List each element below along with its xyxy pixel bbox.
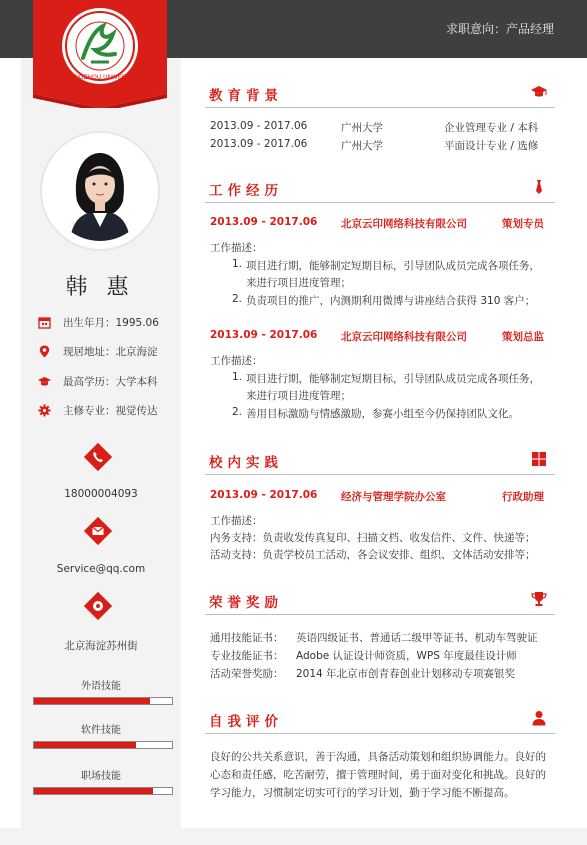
section-title-work: 工作经历: [209, 183, 283, 199]
job-item-line: 项目进行期，能够制定短期目标，引导团队成员完成各项任务，: [246, 373, 540, 385]
job-item-line: 项目进行期，能够制定短期目标，引导团队成员完成各项任务，: [246, 260, 540, 272]
list-number: 2.: [232, 293, 243, 305]
birth-row: [38, 314, 159, 330]
section-title-education: 教育背景: [209, 88, 283, 104]
section-divider: [205, 107, 555, 108]
map-pin-icon: [84, 592, 112, 620]
job-period: 2013.09 - 2017.06: [210, 216, 318, 228]
campus-line: 活动支持：负责学校员工活动，各会议安排、组织、文体活动安排等；: [210, 549, 536, 561]
job-intent: 求职意向：产品经理: [445, 22, 554, 36]
birth-text: 出生年月：1995.06: [63, 316, 159, 329]
edu-major: 企业管理专业 / 本科: [444, 122, 539, 134]
skill-fill-workplace: [34, 788, 153, 794]
campus-line: 内务支持：负责收发传真复印、扫描文档、收发信件、文件、快递等；: [210, 532, 536, 544]
address-row: [38, 343, 158, 359]
location-pin-icon: [38, 345, 51, 358]
profile-photo: [40, 131, 160, 251]
degree-row: [38, 373, 158, 389]
honor-value: Adobe 认证设计师资质，WPS 年度最佳设计师: [296, 650, 517, 662]
section-divider: [205, 733, 555, 734]
skill-bar-workplace: [33, 787, 173, 795]
email-address[interactable]: Service@qq.com: [56, 563, 146, 575]
degree-text: 最高学历：大学本科: [63, 375, 158, 388]
list-number: 1.: [232, 258, 243, 270]
job-role: 策划专员: [502, 218, 544, 230]
self-eval-line: 学习能力，习惯制定切实可行的学习计划，勤于学习能不断提高。: [210, 787, 515, 799]
skill-bar-software: [33, 741, 173, 749]
campus-role: 行政助理: [502, 491, 544, 503]
edu-school: 广州大学: [341, 122, 383, 134]
honor-label: 专业技能证书：: [210, 650, 284, 662]
edu-period: 2013.09 - 2017.06: [210, 120, 308, 132]
section-title-campus: 校内实践: [209, 455, 283, 471]
campus-desc-label: 工作描述：: [210, 515, 263, 527]
skill-label-language: 外语技能: [81, 681, 121, 692]
necktie-icon: [531, 179, 547, 195]
skill-label-software: 软件技能: [81, 725, 121, 736]
list-number: 2.: [232, 406, 243, 418]
job-item-line: 负责项目的推广，内测期利用微博与讲座结合获得 310 客户；: [246, 295, 536, 307]
job-item-line: 来进行项目进度管理；: [246, 277, 351, 289]
edu-major: 平面设计专业 / 选修: [444, 140, 539, 152]
bottom-strip: [0, 828, 587, 845]
section-title-honors: 荣誉奖励: [209, 595, 283, 611]
logo-text: GUANGZHOU UNIVERSITY: [61, 74, 139, 81]
university-logo-ribbon: [33, 0, 167, 108]
job-desc-label: 工作描述：: [210, 242, 263, 254]
self-eval-line: 心态和责任感，吃苦耐劳，擅于管理时间，勇于面对变化和挑战。良好的: [210, 769, 546, 781]
address-text: 现居地址：北京海淀: [63, 345, 158, 358]
portrait-photo-icon: [50, 141, 150, 241]
location-text: 北京海淀苏州街: [64, 640, 138, 652]
skill-fill-language: [34, 698, 150, 704]
major-row: [38, 402, 158, 418]
honor-label: 活动荣誉奖励：: [210, 668, 284, 680]
calendar-icon: [38, 316, 51, 329]
major-text: 主修专业：视觉传达: [63, 404, 158, 417]
edu-school: 广州大学: [341, 140, 383, 152]
skill-bar-language: [33, 697, 173, 705]
email-icon: [84, 517, 112, 545]
section-divider: [205, 614, 555, 615]
section-title-self-eval: 自我评价: [209, 714, 283, 730]
list-number: 1.: [232, 371, 243, 383]
phone-icon: [84, 443, 112, 471]
job-desc-label: 工作描述：: [210, 355, 263, 367]
self-eval-line: 良好的公共关系意识，善于沟通，具备活动策划和组织协调能力。良好的: [210, 751, 546, 763]
honor-value: 英语四级证书、普通话二级甲等证书、机动车驾驶证: [296, 632, 538, 644]
trophy-icon: [531, 591, 547, 607]
job-role: 策划总监: [502, 331, 544, 343]
skill-label-workplace: 职场技能: [81, 771, 121, 782]
job-item-line: 善用目标激励与情感激励，参赛小组至今仍保持团队文化。: [246, 408, 519, 420]
campus-org: 经济与管理学院办公室: [341, 491, 446, 503]
job-item-line: 来进行项目进度管理；: [246, 390, 351, 402]
user-icon: [531, 710, 547, 726]
phone-number[interactable]: 18000004093: [64, 488, 138, 500]
graduation-cap-icon: [531, 84, 547, 100]
honor-value: 2014 年北京市创青春创业计划移动专项赛银奖: [296, 668, 516, 680]
edu-period: 2013.09 - 2017.06: [210, 138, 308, 150]
section-divider: [205, 474, 555, 475]
university-logo-icon: [33, 0, 167, 108]
job-company: 北京云印网络科技有限公司: [341, 331, 467, 343]
skill-fill-software: [34, 742, 136, 748]
windows-icon: [531, 451, 547, 467]
job-period: 2013.09 - 2017.06: [210, 329, 318, 341]
graduation-cap-icon: [38, 375, 51, 388]
section-divider: [205, 202, 555, 203]
honor-label: 通用技能证书：: [210, 632, 284, 644]
candidate-name: 韩 惠: [65, 275, 135, 300]
campus-period: 2013.09 - 2017.06: [210, 489, 318, 501]
job-company: 北京云印网络科技有限公司: [341, 218, 467, 230]
gear-icon: [38, 404, 51, 417]
